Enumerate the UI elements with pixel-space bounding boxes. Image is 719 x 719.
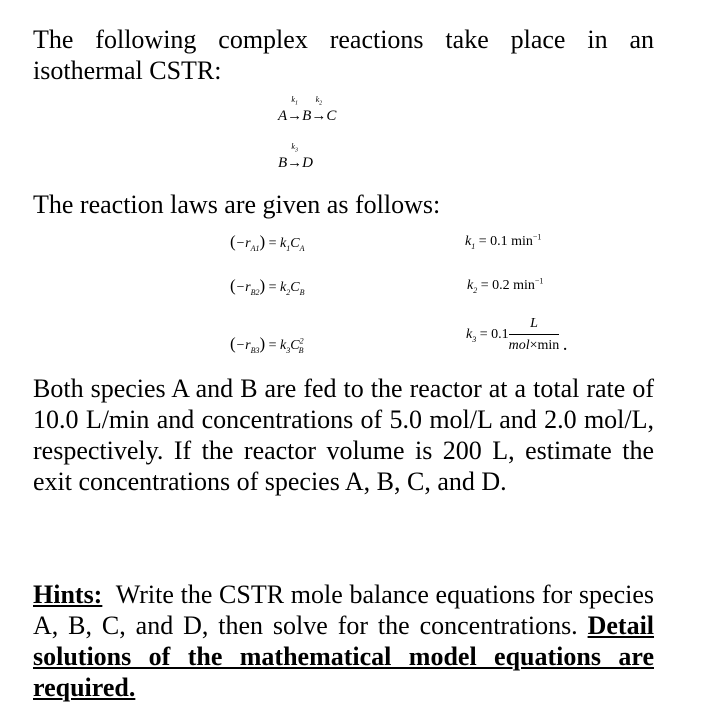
hints-paragraph <box>33 579 654 703</box>
intro-text: The following complex reactions take place in an isothermal CSTR: <box>33 25 654 85</box>
reaction-2 <box>278 142 314 172</box>
species-c: C <box>326 108 337 124</box>
intro-paragraph <box>33 24 654 86</box>
rate-law-2: $(-r_{B2}) = k_2C_B$ <box>230 276 305 297</box>
rate-constant-1: $k_1 = 0.1$ $\min^{-1}$ <box>465 232 542 251</box>
hints-emphasis: Detail solutions of the mathematical model equations are required. <box>33 611 655 702</box>
species-a: A <box>278 108 288 124</box>
hints-text: Write the CSTR mole balance equations for species A, B, C, and D, then solve for the concentrations. <box>33 580 654 640</box>
species-d: D <box>302 155 314 171</box>
rate-laws-heading: The reaction laws are given as follows: <box>33 190 441 219</box>
feed-paragraph: Both species A and B are fed to the reactor at a total rate of 10.0 L/min and concentrations of 5.0 mol/L and 2.0 mol/L, respectively. If the reactor volume is 200 L, estimate the exit concentrations of species A, B, C, and D. <box>33 374 654 496</box>
rate-constant-3: $k_3 = 0.1$ $\frac{L}{\text{mol×min}}$ . <box>466 316 567 355</box>
hints-label: Hints: <box>33 580 103 609</box>
reaction-1 <box>278 95 337 125</box>
species-b: B <box>278 155 288 171</box>
unit-fraction: $\frac{L}{\text{mol×min}}$ <box>508 316 560 353</box>
rate-law-3: $(-r_{B3}) = k_3C^2_B$ <box>230 334 304 355</box>
species-b: B <box>302 108 312 124</box>
rate-law-1: $(-r_{A1}) = k_1C_A$ <box>230 232 305 253</box>
arrow-k3: → $k_3$ <box>287 142 303 171</box>
arrow-k2: → $k_2$ <box>311 95 327 124</box>
arrow-k1: → $k_1$ <box>287 95 303 124</box>
rate-constant-2: $k_2 = 0.2$ $\min^{-1}$ <box>467 276 544 295</box>
